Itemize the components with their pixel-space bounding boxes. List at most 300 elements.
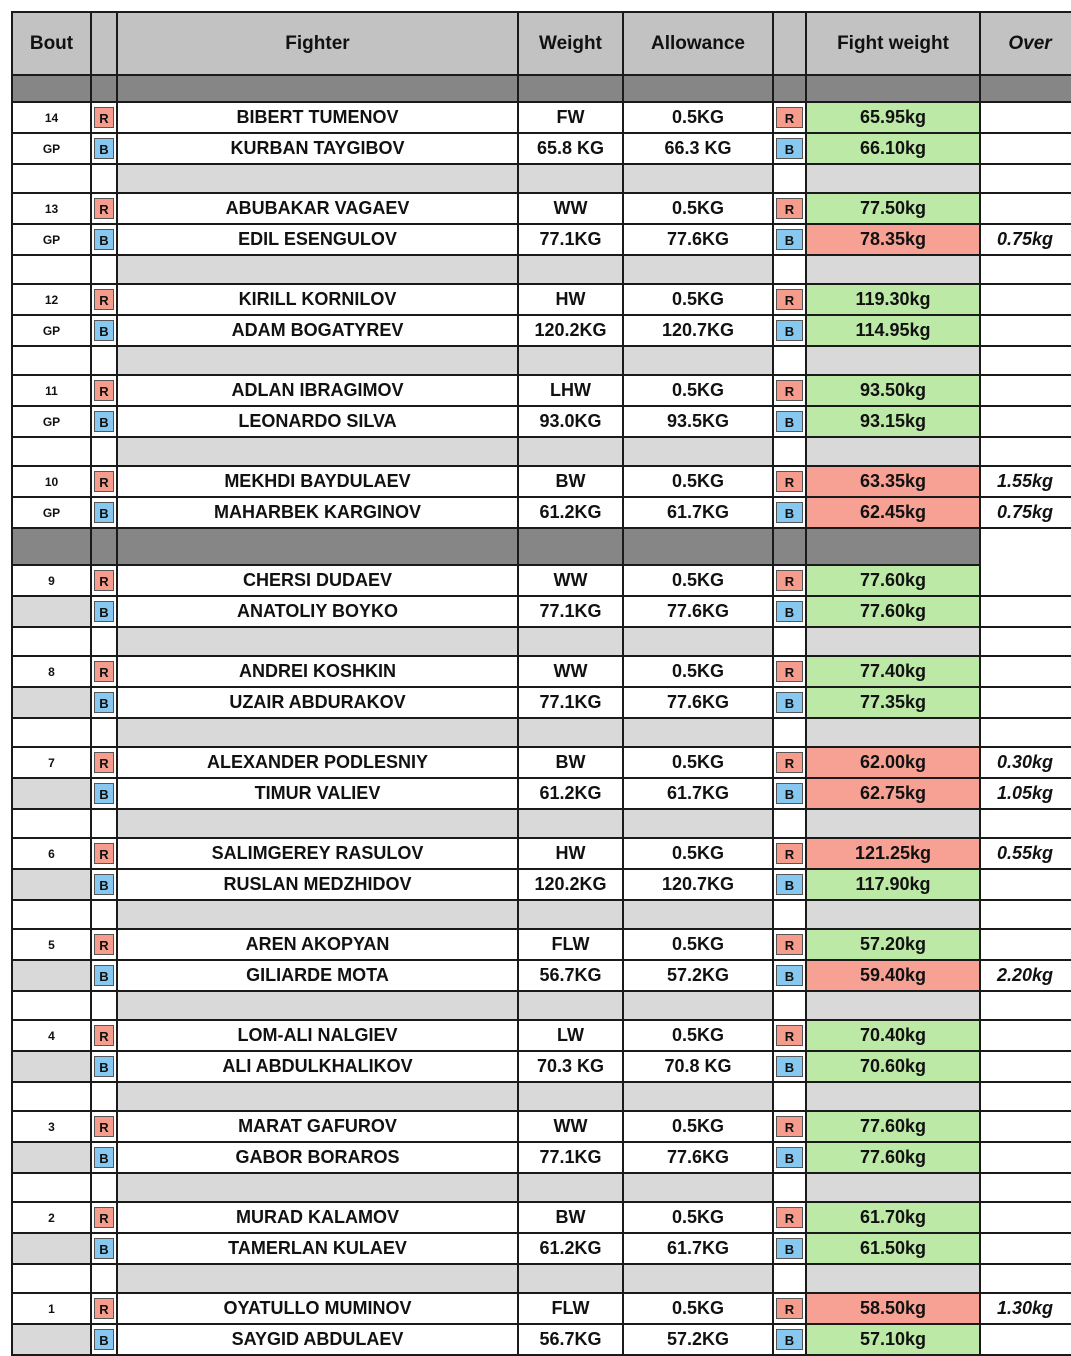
separator-cell xyxy=(623,627,773,656)
fight-weight: 57.10kg xyxy=(806,1324,980,1355)
fighter-name: ALEXANDER PODLESNIY xyxy=(117,747,518,778)
fighter-name: RUSLAN MEDZHIDOV xyxy=(117,869,518,900)
separator-cell xyxy=(980,346,1071,375)
separator-cell xyxy=(518,1082,623,1111)
separator-cell xyxy=(806,809,980,838)
corner-cell-2 xyxy=(773,687,806,718)
separator-cell xyxy=(806,1173,980,1202)
allowance-value: 0.5KG xyxy=(623,1293,773,1324)
corner-badge-blue-2: B xyxy=(776,229,803,250)
corner-badge-blue: B xyxy=(94,783,114,804)
weight-class: 61.2KG xyxy=(518,778,623,809)
fight-weight: 61.50kg xyxy=(806,1233,980,1264)
corner-badge-red-2: R xyxy=(776,570,803,591)
separator-cell xyxy=(773,528,806,565)
separator-cell xyxy=(91,164,117,193)
separator-cell xyxy=(91,991,117,1020)
corner-badge-red-2: R xyxy=(776,661,803,682)
over-amount xyxy=(980,869,1071,900)
weight-class: LHW xyxy=(518,375,623,406)
over-amount xyxy=(980,315,1071,346)
bout-tag xyxy=(12,960,91,991)
corner-badge-blue-2: B xyxy=(776,1238,803,1259)
fighter-name: MURAD KALAMOV xyxy=(117,1202,518,1233)
separator-cell xyxy=(806,346,980,375)
corner-cell xyxy=(91,596,117,627)
corner-cell-2 xyxy=(773,869,806,900)
corner-badge-red: R xyxy=(94,1207,114,1228)
weight-class: WW xyxy=(518,565,623,596)
corner-cell-2 xyxy=(773,284,806,315)
separator-cell xyxy=(623,991,773,1020)
corner-cell xyxy=(91,1020,117,1051)
weight-class: HW xyxy=(518,838,623,869)
separator-cell xyxy=(980,718,1071,747)
fight-weight: 57.20kg xyxy=(806,929,980,960)
corner-cell xyxy=(91,929,117,960)
fighter-row-blue xyxy=(12,497,1071,528)
separator-cell xyxy=(91,1264,117,1293)
corner-cell xyxy=(91,747,117,778)
bout-number: 1 xyxy=(12,1293,91,1324)
corner-badge-red: R xyxy=(94,934,114,955)
bout-number: 11 xyxy=(12,375,91,406)
separator-cell xyxy=(117,1082,518,1111)
separator-cell xyxy=(773,1264,806,1293)
corner-cell-2 xyxy=(773,375,806,406)
corner-badge-blue-2: B xyxy=(776,874,803,895)
fight-weight: 77.50kg xyxy=(806,193,980,224)
separator-cell xyxy=(91,346,117,375)
fighter-row-blue xyxy=(12,869,1071,900)
separator-row xyxy=(12,718,1071,747)
corner-cell xyxy=(91,1324,117,1355)
corner-badge-red-2: R xyxy=(776,289,803,310)
separator-cell xyxy=(806,255,980,284)
corner-cell xyxy=(91,1111,117,1142)
fighter-name: CHERSI DUDAEV xyxy=(117,565,518,596)
fighter-row-red xyxy=(12,565,1071,596)
corner-badge-blue: B xyxy=(94,502,114,523)
corner-cell xyxy=(91,960,117,991)
separator-cell xyxy=(980,1264,1071,1293)
fighter-row-blue xyxy=(12,224,1071,255)
over-amount xyxy=(980,929,1071,960)
corner-badge-red-2: R xyxy=(776,843,803,864)
over-amount xyxy=(980,375,1071,406)
over-amount xyxy=(980,565,1071,596)
fight-weight: 77.60kg xyxy=(806,565,980,596)
separator-cell xyxy=(623,437,773,466)
separator-row xyxy=(12,991,1071,1020)
corner-cell-2 xyxy=(773,497,806,528)
over-amount xyxy=(980,596,1071,627)
fighter-name: ADLAN IBRAGIMOV xyxy=(117,375,518,406)
over-amount xyxy=(980,102,1071,133)
separator-cell xyxy=(623,718,773,747)
corner-badge-red-2: R xyxy=(776,1116,803,1137)
fight-weight: 77.60kg xyxy=(806,596,980,627)
allowance-value: 0.5KG xyxy=(623,193,773,224)
fighter-row-blue xyxy=(12,133,1071,164)
corner-cell xyxy=(91,315,117,346)
separator-cell xyxy=(117,991,518,1020)
corner-badge-red-2: R xyxy=(776,380,803,401)
separator-cell xyxy=(980,900,1071,929)
corner-badge-blue-2: B xyxy=(776,1329,803,1350)
weigh-in-table xyxy=(11,11,1071,1356)
separator-cell xyxy=(117,255,518,284)
fighter-name: ALI ABDULKHALIKOV xyxy=(117,1051,518,1082)
corner-cell xyxy=(91,1293,117,1324)
weight-class: 77.1KG xyxy=(518,1142,623,1173)
header-corner-2 xyxy=(773,12,806,75)
weight-class: 120.2KG xyxy=(518,315,623,346)
separator-cell xyxy=(806,437,980,466)
fight-weight: 62.75kg xyxy=(806,778,980,809)
separator-cell xyxy=(117,1173,518,1202)
bout-tag xyxy=(12,687,91,718)
over-amount: 1.30kg xyxy=(980,1293,1071,1324)
separator-cell xyxy=(623,75,773,102)
fighter-row-blue xyxy=(12,406,1071,437)
over-amount xyxy=(980,656,1071,687)
weight-class: 61.2KG xyxy=(518,497,623,528)
corner-cell xyxy=(91,565,117,596)
separator-cell xyxy=(12,255,91,284)
corner-badge-red-2: R xyxy=(776,1207,803,1228)
separator-cell xyxy=(518,164,623,193)
fighter-name: MAHARBEK KARGINOV xyxy=(117,497,518,528)
weight-class: 65.8 KG xyxy=(518,133,623,164)
fight-weight: 77.40kg xyxy=(806,656,980,687)
bout-tag xyxy=(12,596,91,627)
fighter-name: MEKHDI BAYDULAEV xyxy=(117,466,518,497)
corner-badge-red-2: R xyxy=(776,107,803,128)
allowance-value: 77.6KG xyxy=(623,224,773,255)
weight-class: LW xyxy=(518,1020,623,1051)
bout-number: 9 xyxy=(12,565,91,596)
separator-cell xyxy=(12,809,91,838)
separator-cell xyxy=(623,346,773,375)
separator-cell xyxy=(806,75,980,102)
fighter-row-red xyxy=(12,466,1071,497)
corner-cell-2 xyxy=(773,1051,806,1082)
separator-cell xyxy=(518,75,623,102)
corner-badge-red: R xyxy=(94,1025,114,1046)
over-amount: 0.75kg xyxy=(980,497,1071,528)
fighter-name: TIMUR VALIEV xyxy=(117,778,518,809)
allowance-value: 61.7KG xyxy=(623,1233,773,1264)
corner-cell-2 xyxy=(773,193,806,224)
fighter-row-blue xyxy=(12,960,1071,991)
fighter-name: AREN AKOPYAN xyxy=(117,929,518,960)
corner-badge-red-2: R xyxy=(776,198,803,219)
over-amount: 1.05kg xyxy=(980,778,1071,809)
fight-weight: 66.10kg xyxy=(806,133,980,164)
header-weight: Weight xyxy=(518,12,623,75)
corner-cell-2 xyxy=(773,133,806,164)
weight-class: 56.7KG xyxy=(518,1324,623,1355)
separator-cell xyxy=(623,1082,773,1111)
separator-cell xyxy=(980,255,1071,284)
separator-cell xyxy=(12,991,91,1020)
corner-badge-blue: B xyxy=(94,874,114,895)
corner-cell xyxy=(91,1202,117,1233)
fight-weight: 114.95kg xyxy=(806,315,980,346)
fight-weight: 65.95kg xyxy=(806,102,980,133)
bout-number: 12 xyxy=(12,284,91,315)
separator-cell xyxy=(117,75,518,102)
bout-number: 3 xyxy=(12,1111,91,1142)
corner-cell xyxy=(91,375,117,406)
separator-cell xyxy=(518,900,623,929)
bout-tag xyxy=(12,1324,91,1355)
corner-cell xyxy=(91,497,117,528)
separator-cell xyxy=(91,627,117,656)
fight-weight: 93.15kg xyxy=(806,406,980,437)
fight-weight: 93.50kg xyxy=(806,375,980,406)
allowance-value: 61.7KG xyxy=(623,778,773,809)
corner-badge-red: R xyxy=(94,843,114,864)
corner-badge-red: R xyxy=(94,570,114,591)
separator-cell xyxy=(12,437,91,466)
fighter-row-blue xyxy=(12,687,1071,718)
corner-cell-2 xyxy=(773,1293,806,1324)
fight-weight: 121.25kg xyxy=(806,838,980,869)
separator-cell xyxy=(91,255,117,284)
fight-weight: 58.50kg xyxy=(806,1293,980,1324)
corner-badge-blue: B xyxy=(94,692,114,713)
separator-cell xyxy=(806,627,980,656)
separator-cell xyxy=(91,528,117,565)
corner-badge-blue: B xyxy=(94,1147,114,1168)
weight-class: 93.0KG xyxy=(518,406,623,437)
over-amount xyxy=(980,1324,1071,1355)
separator-cell xyxy=(12,528,91,565)
over-amount xyxy=(980,193,1071,224)
fighter-name: GILIARDE MOTA xyxy=(117,960,518,991)
corner-badge-blue: B xyxy=(94,1056,114,1077)
separator-cell xyxy=(117,718,518,747)
corner-badge-red: R xyxy=(94,1116,114,1137)
allowance-value: 0.5KG xyxy=(623,838,773,869)
header-fight-weight: Fight weight xyxy=(806,12,980,75)
corner-cell xyxy=(91,466,117,497)
weight-class: FW xyxy=(518,102,623,133)
separator-cell xyxy=(980,991,1071,1020)
separator-cell xyxy=(773,437,806,466)
separator-row xyxy=(12,528,1071,565)
corner-badge-blue: B xyxy=(94,138,114,159)
fighter-row-red xyxy=(12,102,1071,133)
corner-badge-blue-2: B xyxy=(776,1147,803,1168)
allowance-value: 0.5KG xyxy=(623,284,773,315)
separator-cell xyxy=(773,346,806,375)
corner-badge-red: R xyxy=(94,380,114,401)
fighter-row-blue xyxy=(12,1051,1071,1082)
separator-cell xyxy=(117,900,518,929)
allowance-value: 61.7KG xyxy=(623,497,773,528)
weight-class: 77.1KG xyxy=(518,224,623,255)
separator-cell xyxy=(623,528,773,565)
corner-badge-blue: B xyxy=(94,965,114,986)
separator-cell xyxy=(12,718,91,747)
corner-cell-2 xyxy=(773,929,806,960)
corner-cell-2 xyxy=(773,1020,806,1051)
corner-badge-red-2: R xyxy=(776,1298,803,1319)
weight-class: FLW xyxy=(518,1293,623,1324)
separator-row xyxy=(12,437,1071,466)
corner-badge-blue: B xyxy=(94,229,114,250)
separator-cell xyxy=(518,437,623,466)
fighter-name: KURBAN TAYGIBOV xyxy=(117,133,518,164)
fighter-name: MARAT GAFUROV xyxy=(117,1111,518,1142)
separator-cell xyxy=(980,164,1071,193)
weight-class: 70.3 KG xyxy=(518,1051,623,1082)
fighter-name: UZAIR ABDURAKOV xyxy=(117,687,518,718)
separator-cell xyxy=(518,991,623,1020)
weight-class: WW xyxy=(518,1111,623,1142)
corner-badge-blue-2: B xyxy=(776,1056,803,1077)
separator-row xyxy=(12,627,1071,656)
fighter-name: ABUBAKAR VAGAEV xyxy=(117,193,518,224)
fight-weight: 117.90kg xyxy=(806,869,980,900)
separator-cell xyxy=(518,1264,623,1293)
separator-cell xyxy=(623,1264,773,1293)
separator-cell xyxy=(773,1082,806,1111)
separator-cell xyxy=(773,991,806,1020)
separator-row xyxy=(12,164,1071,193)
fighter-name: LEONARDO SILVA xyxy=(117,406,518,437)
allowance-value: 77.6KG xyxy=(623,687,773,718)
fighter-row-blue xyxy=(12,778,1071,809)
corner-badge-blue: B xyxy=(94,320,114,341)
separator-cell xyxy=(773,1173,806,1202)
over-amount xyxy=(980,687,1071,718)
separator-row xyxy=(12,809,1071,838)
separator-cell xyxy=(806,718,980,747)
over-amount xyxy=(980,284,1071,315)
separator-cell xyxy=(518,346,623,375)
separator-cell xyxy=(91,900,117,929)
table-body xyxy=(12,75,1071,1355)
over-amount: 1.55kg xyxy=(980,466,1071,497)
corner-cell-2 xyxy=(773,224,806,255)
corner-cell xyxy=(91,778,117,809)
over-amount xyxy=(980,1233,1071,1264)
separator-cell xyxy=(980,75,1071,102)
fighter-row-red xyxy=(12,284,1071,315)
over-amount xyxy=(980,1051,1071,1082)
corner-cell xyxy=(91,133,117,164)
over-amount: 0.75kg xyxy=(980,224,1071,255)
corner-badge-red: R xyxy=(94,471,114,492)
bout-number: 14 xyxy=(12,102,91,133)
fighter-name: EDIL ESENGULOV xyxy=(117,224,518,255)
corner-cell-2 xyxy=(773,466,806,497)
separator-cell xyxy=(623,900,773,929)
corner-badge-blue-2: B xyxy=(776,783,803,804)
separator-cell xyxy=(518,528,623,565)
header-allowance: Allowance xyxy=(623,12,773,75)
over-amount xyxy=(980,1202,1071,1233)
separator-cell xyxy=(518,627,623,656)
corner-badge-red-2: R xyxy=(776,1025,803,1046)
separator-cell xyxy=(12,1173,91,1202)
corner-badge-red-2: R xyxy=(776,934,803,955)
separator-row xyxy=(12,1082,1071,1111)
corner-badge-blue-2: B xyxy=(776,502,803,523)
corner-cell-2 xyxy=(773,960,806,991)
fighter-row-red xyxy=(12,656,1071,687)
over-amount: 0.30kg xyxy=(980,747,1071,778)
fight-weight: 61.70kg xyxy=(806,1202,980,1233)
separator-cell xyxy=(980,1082,1071,1111)
corner-cell-2 xyxy=(773,656,806,687)
bout-tag: GP xyxy=(12,133,91,164)
fighter-row-red xyxy=(12,1020,1071,1051)
corner-badge-blue: B xyxy=(94,1329,114,1350)
separator-row xyxy=(12,255,1071,284)
separator-cell xyxy=(117,164,518,193)
corner-cell xyxy=(91,869,117,900)
corner-badge-blue-2: B xyxy=(776,320,803,341)
fighter-row-red xyxy=(12,1111,1071,1142)
over-amount xyxy=(980,406,1071,437)
separator-cell xyxy=(806,991,980,1020)
corner-badge-red: R xyxy=(94,752,114,773)
separator-cell xyxy=(12,1082,91,1111)
bout-number: 5 xyxy=(12,929,91,960)
fight-weight: 70.40kg xyxy=(806,1020,980,1051)
separator-cell xyxy=(773,255,806,284)
header-bout: Bout xyxy=(12,12,91,75)
fighter-row-red xyxy=(12,838,1071,869)
separator-cell xyxy=(91,809,117,838)
separator-cell xyxy=(117,437,518,466)
weight-class: BW xyxy=(518,747,623,778)
corner-badge-blue: B xyxy=(94,411,114,432)
separator-cell xyxy=(12,164,91,193)
separator-cell xyxy=(91,718,117,747)
corner-badge-red: R xyxy=(94,107,114,128)
separator-cell xyxy=(980,528,1071,565)
corner-cell-2 xyxy=(773,778,806,809)
corner-cell xyxy=(91,1051,117,1082)
separator-cell xyxy=(518,718,623,747)
bout-tag xyxy=(12,778,91,809)
fight-weight: 77.35kg xyxy=(806,687,980,718)
over-amount xyxy=(980,1111,1071,1142)
corner-badge-blue: B xyxy=(94,601,114,622)
allowance-value: 0.5KG xyxy=(623,1111,773,1142)
separator-cell xyxy=(773,164,806,193)
corner-badge-red: R xyxy=(94,1298,114,1319)
separator-cell xyxy=(623,809,773,838)
bout-number: 7 xyxy=(12,747,91,778)
fighter-name: SAYGID ABDULAEV xyxy=(117,1324,518,1355)
allowance-value: 66.3 KG xyxy=(623,133,773,164)
bout-number: 10 xyxy=(12,466,91,497)
separator-cell xyxy=(91,437,117,466)
allowance-value: 0.5KG xyxy=(623,747,773,778)
separator-cell xyxy=(773,900,806,929)
corner-cell-2 xyxy=(773,565,806,596)
bout-tag xyxy=(12,1051,91,1082)
fighter-row-blue xyxy=(12,1324,1071,1355)
separator-cell xyxy=(980,627,1071,656)
